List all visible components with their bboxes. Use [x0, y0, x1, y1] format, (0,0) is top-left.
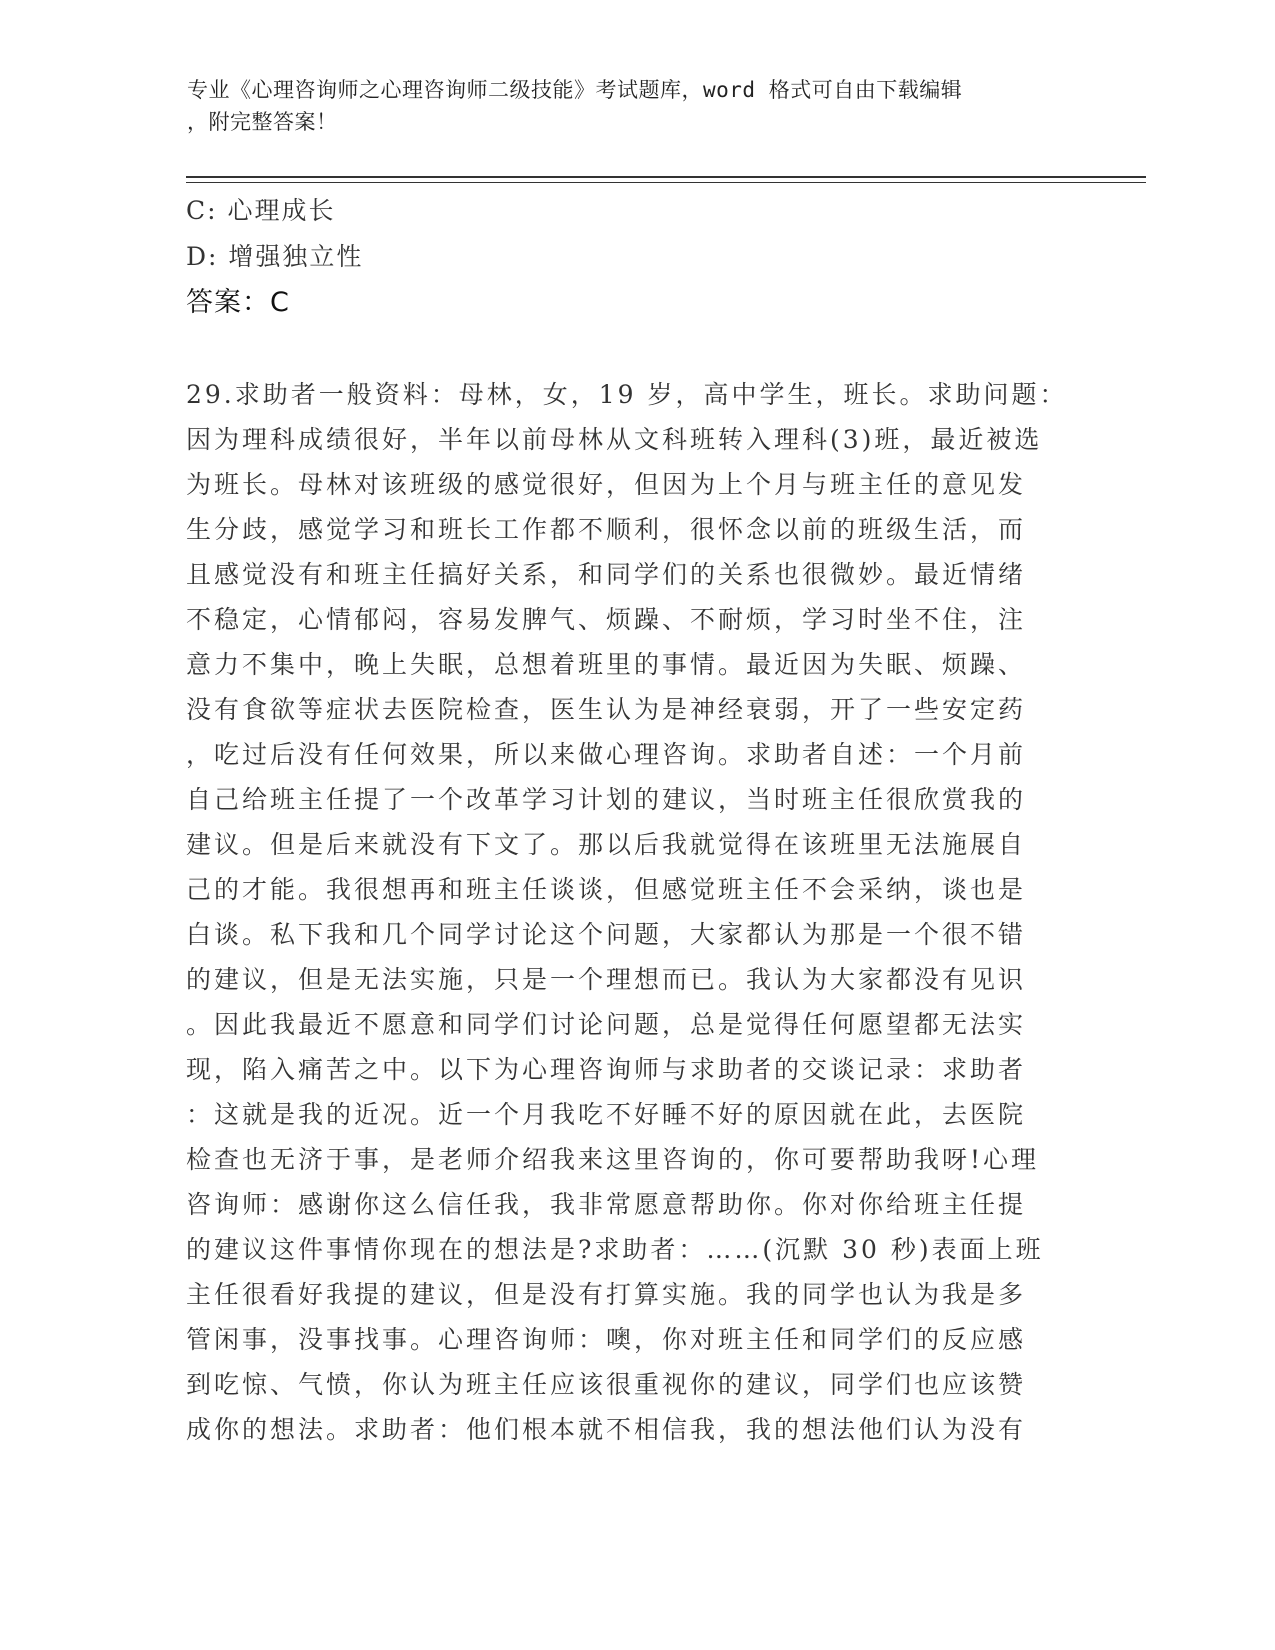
question-line: 生分歧，感觉学习和班长工作都不顺利，很怀念以前的班级生活，而 [186, 515, 1027, 544]
question-line: 咨询师：感谢你这么信任我，我非常愿意帮助你。你对你给班主任提 [186, 1190, 1027, 1219]
question-line: 成你的想法。求助者：他们根本就不相信我，我的想法他们认为没有 [186, 1415, 1027, 1444]
question-line: 管闲事，没事找事。心理咨询师：噢，你对班主任和同学们的反应感 [186, 1325, 1027, 1354]
question-line: 主任很看好我提的建议，但是没有打算实施。我的同学也认为我是多 [186, 1280, 1027, 1309]
option-d: D: 增强独立性 [186, 242, 364, 271]
answer-key: 答案：C [186, 287, 290, 318]
document-header [187, 74, 1067, 138]
question-line: 不稳定，心情郁闷，容易发脾气、烦躁、不耐烦，学习时坐不住，注 [186, 605, 1027, 634]
question-line: 白谈。私下我和几个同学讨论这个问题，大家都认为那是一个很不错 [186, 920, 1027, 949]
question-line: 己的才能。我很想再和班主任谈谈，但感觉班主任不会采纳，谈也是 [186, 875, 1027, 904]
question-line: 为班长。母林对该班级的感觉很好，但因为上个月与班主任的意见发 [186, 470, 1027, 499]
question-line: 。因此我最近不愿意和同学们讨论问题，总是觉得任何愿望都无法实 [186, 1010, 1027, 1039]
header-line-1: 专业《心理咨询师之心理咨询师二级技能》考试题库，word 格式可自由下载编辑 [187, 78, 963, 102]
question-line: 的建议，但是无法实施，只是一个理想而已。我认为大家都没有见识 [186, 965, 1027, 994]
question-line: 自己给班主任提了一个改革学习计划的建议，当时班主任很欣赏我的 [186, 785, 1027, 814]
option-c: C: 心理成长 [186, 196, 336, 225]
question-29 [186, 372, 1086, 1452]
question-line: 没有食欲等症状去医院检查，医生认为是神经衰弱，开了一些安定药 [186, 695, 1027, 724]
question-line: 现，陷入痛苦之中。以下为心理咨询师与求助者的交谈记录：求助者 [186, 1055, 1027, 1084]
question-line: 且感觉没有和班主任搞好关系，和同学们的关系也很微妙。最近情绪 [186, 560, 1027, 589]
answer-options [186, 188, 1086, 280]
question-line: 意力不集中，晚上失眠，总想着班里的事情。最近因为失眠、烦躁、 [186, 650, 1027, 679]
header-divider-thin [186, 182, 1146, 183]
question-line: ：这就是我的近况。近一个月我吃不好睡不好的原因就在此，去医院 [186, 1100, 1027, 1129]
header-divider-thick [186, 176, 1146, 178]
question-line: 检查也无济于事，是老师介绍我来这里咨询的，你可要帮助我呀!心理 [186, 1145, 1040, 1174]
question-line: 因为理科成绩很好，半年以前母林从文科班转入理科(3)班，最近被选 [186, 425, 1043, 454]
question-line: ，吃过后没有任何效果，所以来做心理咨询。求助者自述：一个月前 [186, 740, 1027, 769]
header-line-2: ，附完整答案！ [187, 110, 338, 134]
question-line: 的建议这件事情你现在的想法是?求助者：……(沉默 30 秒)表面上班 [186, 1235, 1044, 1264]
question-line: 到吃惊、气愤，你认为班主任应该很重视你的建议，同学们也应该赞 [186, 1370, 1027, 1399]
question-line: 29.求助者一般资料：母林，女，19 岁，高中学生，班长。求助问题： [186, 380, 1068, 409]
question-line: 建议。但是后来就没有下文了。那以后我就觉得在该班里无法施展自 [186, 830, 1027, 859]
